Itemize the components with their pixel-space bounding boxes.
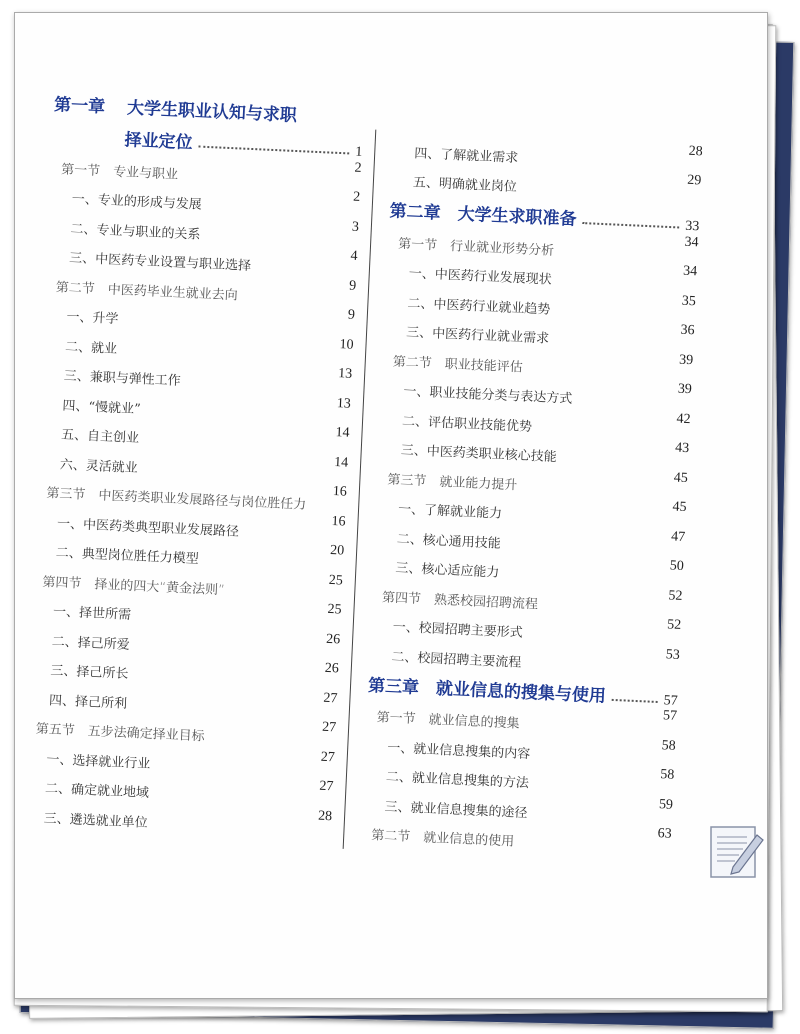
- page-number: 45: [673, 469, 689, 486]
- toc-label: 一、升学: [66, 309, 119, 328]
- toc-label: 六、灵活就业: [59, 457, 139, 476]
- toc-label: 第二节 就业信息的使用: [370, 828, 515, 850]
- toc-label: 一、校园招聘主要形式: [392, 619, 523, 641]
- page-number: 50: [669, 558, 685, 575]
- toc-content: [18, 85, 754, 936]
- chapter-title-continued: 择业定位: [124, 130, 193, 154]
- page-number: 58: [661, 737, 677, 754]
- toc-label: 二、评估职业技能优势: [401, 413, 533, 435]
- toc-label: 一、选择就业行业: [46, 751, 151, 772]
- page-number: 36: [680, 322, 695, 339]
- page-number: 59: [658, 796, 674, 813]
- toc-label: 第一节 就业信息的搜集: [376, 710, 520, 732]
- page-number: 13: [337, 366, 353, 382]
- page-number: 27: [319, 778, 334, 795]
- page-number: 45: [672, 499, 687, 516]
- leader-dots: [612, 698, 658, 702]
- toc-label: 一、职业技能分类与表达方式: [403, 384, 573, 407]
- page-number: 16: [332, 484, 348, 500]
- toc-label: 一、中医药行业发展现状: [408, 266, 553, 288]
- toc-label: 三、核心适应能力: [395, 560, 500, 581]
- toc-label: 五、明确就业岗位: [412, 175, 518, 196]
- page-number: 26: [324, 660, 340, 677]
- toc-label: 第三节 就业能力提升: [387, 471, 518, 493]
- page-number: 47: [670, 528, 686, 545]
- page-number: 13: [336, 395, 352, 412]
- leader-dots: [198, 146, 349, 155]
- note-pencil-icon: [707, 821, 765, 881]
- toc-label: 二、校园招聘主要流程: [391, 649, 522, 671]
- page-number: 10: [339, 336, 354, 353]
- page-number: 57: [662, 708, 678, 724]
- page-number: 28: [688, 143, 703, 159]
- toc-label: 三、兼职与弹性工作: [63, 368, 182, 389]
- page-number: 39: [677, 381, 693, 398]
- page-number: 63: [657, 826, 672, 842]
- page-number: 33: [684, 218, 700, 235]
- toc-label: 第二节 职业技能评估: [392, 354, 524, 375]
- page-number: 16: [331, 513, 346, 530]
- page-number: 26: [325, 631, 341, 647]
- toc-label: 第一节 专业与职业: [60, 161, 179, 183]
- page-number: 28: [317, 808, 333, 824]
- toc-page: [14, 12, 768, 999]
- page-number: 27: [323, 690, 338, 706]
- page-number: 58: [659, 767, 675, 783]
- page-number: 52: [668, 587, 683, 604]
- toc-label: 一、了解就业能力: [397, 502, 503, 522]
- toc-label: 二、专业与职业的关系: [70, 221, 201, 243]
- toc-label: 二、典型岗位胜任力模型: [55, 545, 199, 567]
- toc-label: 第二章 大学生求职准备: [389, 201, 577, 230]
- page-number: 34: [684, 234, 699, 250]
- page-number: 34: [682, 263, 698, 280]
- toc-label: 一、择世所需: [52, 604, 132, 623]
- toc-label: 三、就业信息搜集的途径: [384, 799, 528, 821]
- page-number: 25: [327, 601, 342, 618]
- toc-label: 二、核心通用技能: [396, 531, 502, 552]
- toc-label: 二、就业信息搜集的方法: [385, 769, 530, 792]
- toc-label: 第二节 中医药毕业生就业去向: [55, 279, 238, 303]
- page-number: 14: [335, 425, 350, 441]
- page-number: 27: [321, 719, 337, 736]
- page-number: 35: [681, 293, 697, 309]
- toc-label: 第五节 五步法确定择业目标: [35, 721, 205, 745]
- toc-label: 三、中医药行业就业需求: [405, 325, 550, 347]
- page-number: 39: [678, 352, 694, 368]
- page-number: 14: [333, 454, 349, 471]
- toc-label: 一、就业信息搜集的内容: [386, 740, 531, 762]
- page-number: 42: [676, 411, 691, 427]
- page-number: 27: [320, 749, 336, 765]
- page-number: 57: [663, 692, 679, 709]
- toc-label: 第一节 行业就业形势分析: [397, 236, 555, 259]
- toc-label: 四、了解就业需求: [413, 145, 519, 166]
- page-number: 9: [347, 307, 356, 323]
- toc-label: 三、中医药类职业核心技能: [400, 443, 557, 466]
- toc-label: 二、中医药行业就业趋势: [407, 295, 551, 318]
- toc-label: 五、自主创业: [60, 427, 140, 447]
- toc-label: 一、专业的形成与发展: [71, 191, 203, 213]
- toc-label: 二、就业: [64, 339, 118, 357]
- toc-label: 第三节 中医药类职业发展路径与岗位胜任力: [46, 486, 307, 513]
- toc-label: 第四节 熟悉校园招聘流程: [381, 589, 539, 612]
- page-number: 25: [328, 572, 344, 589]
- toc-label: 三、中医药专业设置与职业选择: [68, 250, 252, 275]
- toc-left-column: [21, 85, 364, 839]
- page-number: 2: [354, 160, 362, 176]
- toc-label: 三、择己所长: [50, 663, 129, 682]
- chapter-number: 第一章: [53, 94, 106, 118]
- toc-label: 二、择己所爱: [51, 633, 131, 653]
- page-number: 53: [665, 646, 681, 663]
- toc-label: 四、“慢就业”: [62, 398, 142, 417]
- toc-label: 第三章 就业信息的搜集与使用: [367, 675, 607, 707]
- page-number: 20: [329, 542, 345, 559]
- toc-label: 二、确定就业地域: [44, 781, 150, 801]
- page-number: 52: [666, 617, 682, 633]
- page-number: 4: [350, 248, 358, 264]
- page-number: 1: [354, 144, 363, 160]
- toc-label: 三、遴选就业单位: [43, 810, 148, 831]
- toc-label: 第四节 择业的四大“黄金法则”: [42, 574, 226, 598]
- toc-label: 一、中医药类典型职业发展路径: [56, 516, 240, 540]
- page-number: 2: [352, 189, 361, 205]
- chapter-title: 大学生职业认知与求职: [126, 98, 298, 126]
- toc-label: 四、择己所利: [48, 692, 128, 712]
- leader-dots: [582, 222, 679, 228]
- page-number: 3: [351, 219, 360, 235]
- page-number: 9: [348, 278, 357, 294]
- toc-right-column: [361, 130, 703, 856]
- page-number: 43: [674, 440, 690, 457]
- page-number: 29: [686, 172, 702, 189]
